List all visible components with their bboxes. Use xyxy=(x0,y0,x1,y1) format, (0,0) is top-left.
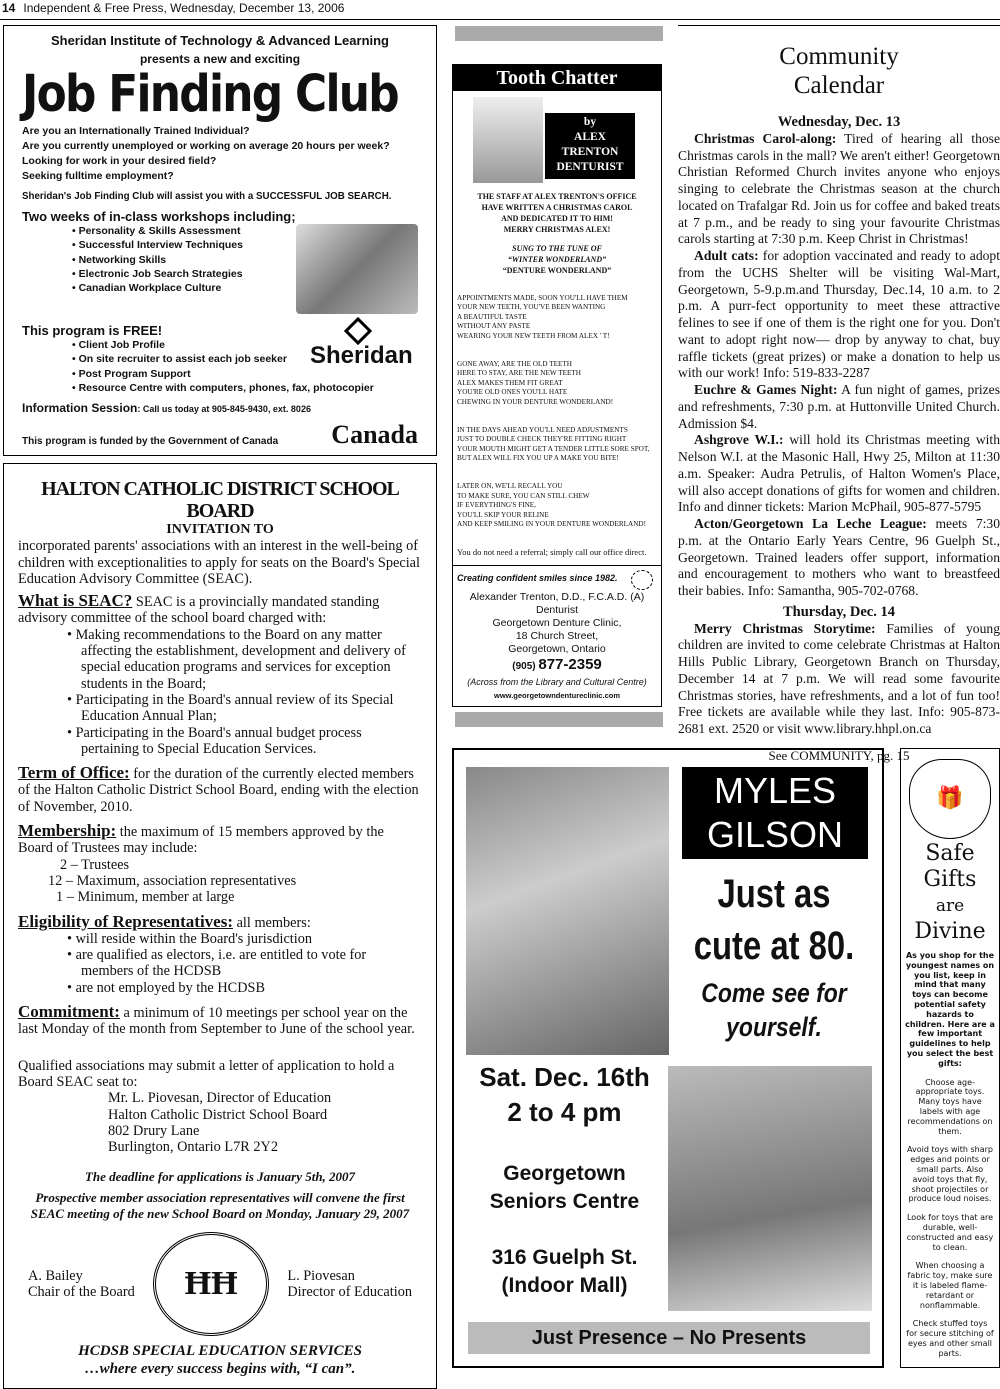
tip: Choose age-appropriate toys. Many toys have labels with age recommendations on them. xyxy=(907,1077,993,1136)
phone-number: 877-2359 xyxy=(538,656,602,673)
page-header xyxy=(0,0,1000,20)
safe-gifts-box xyxy=(900,748,1000,1368)
verse: APPOINTMENTS MADE, SOON YOU'LL HAVE THEM YOUR NEW TEETH, YOU'VE BEEN WANTING A BEAUTIFUL TASTE WITHOUT ANY PASTE WEARING YOUR NEW TEETH FROM ALEX ' T! xyxy=(457,293,628,340)
membership-text: the maximum of 15 members approved by the Board of Trustees may include: xyxy=(18,824,384,857)
board-seal-icon: ĦĦ xyxy=(153,1232,269,1336)
gift-cloud-icon: 🎁 xyxy=(909,759,991,839)
calendar-item xyxy=(678,131,1000,248)
intro-text: incorporated parents' associations with an interest in the well-being of children with exceptionalities to apply for seats on the Board's Special Education Advisory Committee (SEAC). xyxy=(18,538,420,587)
workshop-item: • Networking Skills xyxy=(72,253,418,267)
workshop-photo xyxy=(296,224,418,314)
ad-footer: Just Presence – No Presents xyxy=(468,1322,870,1354)
song-title: “DENTURE WONDERLAND” xyxy=(502,266,612,275)
tip: Look for toys that are durable, well-constructed and easy to clean. xyxy=(906,1213,994,1252)
eligibility-item: • are qualified as electors, i.e. are entitled to vote for members of the HCDSB xyxy=(63,947,422,980)
commitment-text: a minimum of 10 meetings per school year on the last Monday of the month from September to June of the school year. xyxy=(18,1005,415,1038)
question: Are you an Internationally Trained Individual? xyxy=(22,125,250,137)
tooth-chatter-ad xyxy=(452,64,662,707)
membership-heading: Membership: xyxy=(18,821,117,841)
title-word: Divine xyxy=(914,919,986,944)
tip: When choosing a fabric toy, make sure it is labeled flame-retardant or nonflammable. xyxy=(907,1261,993,1310)
address-line: 802 Drury Lane xyxy=(108,1122,200,1139)
address-line: Halton Catholic District School Board xyxy=(108,1106,328,1123)
tune-line: “WINTER WONDERLAND” xyxy=(507,255,607,264)
myles-gilson-ad xyxy=(452,748,884,1368)
event-address: (Indoor Mall) xyxy=(501,1274,628,1297)
title-word: are xyxy=(935,896,965,916)
invitation-heading: INVITATION TO xyxy=(166,522,274,537)
free-item: • Client Job Profile xyxy=(72,338,418,352)
venue: Georgetown xyxy=(503,1162,626,1185)
ad-subline: presents a new and exciting xyxy=(139,52,301,66)
intro-line: HAVE WRITTEN A CHRISTMAS CAROL xyxy=(481,203,633,212)
workshop-item: • Electronic Job Search Strategies xyxy=(72,267,418,281)
calendar-item xyxy=(678,432,1000,516)
seac-item: • Participating in the Board's annual budget process pertaining to Special Education Services. xyxy=(63,725,422,758)
item-text: Tired of hearing all those Christmas carols in the mall? We aren't either! Georgetown Christian Reformed Church invites anyone who enjoys singing to celebrate the Christmas season at the church located on Trafalgar Rd. Join us for coffee and baked treats at 7 p.m., and be ready to sing your favourite Christmas carols starting at 7:30 p.m. Keep Christ in Christmas! xyxy=(678,130,1000,247)
name-line: GILSON xyxy=(706,814,844,855)
ad-org: Sheridan Institute of Technology & Advanced Learning xyxy=(50,33,390,48)
byline-line: by xyxy=(583,116,597,128)
sheridan-ad xyxy=(3,25,437,456)
community-calendar xyxy=(678,25,1000,765)
seac-text: SEAC is a provincially mandated standing advisory committee of the school board charged with: xyxy=(18,594,380,627)
contact-line: Denturist xyxy=(535,604,578,616)
item-heading: Euchre & Games Night: xyxy=(694,382,838,397)
contact-line: 18 Church Street, xyxy=(515,630,599,642)
calendar-title: Community xyxy=(779,43,899,70)
tip: Avoid toys with sharp edges and points or small parts. Also avoid toys that fly, shoot projectiles or produce loud noises. xyxy=(907,1145,993,1204)
denturist-photo xyxy=(473,97,543,183)
free-heading: This program is FREE! xyxy=(22,323,163,338)
title-word: Safe xyxy=(925,841,975,866)
commitment-heading: Commitment: xyxy=(18,1002,120,1022)
name-line: MYLES xyxy=(713,770,837,811)
item-heading: Acton/Georgetown La Leche League: xyxy=(694,516,927,531)
calendar-item xyxy=(678,248,1000,382)
headline: Just as xyxy=(717,872,831,916)
term-heading: Term of Office: xyxy=(18,763,130,783)
venue: Seniors Centre xyxy=(489,1190,640,1213)
byline-line: DENTURIST xyxy=(556,161,624,173)
event-date: Sat. Dec. 16th xyxy=(479,1062,650,1092)
website[interactable]: www.georgetowndentureclinic.com xyxy=(494,691,620,700)
assist-text: Sheridan's Job Finding Club will assist you with a SUCCESSFUL JOB SEARCH. xyxy=(22,190,392,202)
eligibility-item: • will reside within the Board's jurisdiction xyxy=(63,931,422,947)
eligibility-item: • are not employed by the HCDSB xyxy=(63,980,422,996)
signer-role: Chair of the Board xyxy=(28,1284,135,1301)
address-line: Burlington, Ontario L7R 2Y2 xyxy=(108,1139,278,1156)
continued-link[interactable]: See COMMUNITY, pg. 15 xyxy=(768,747,910,763)
workshop-item: • Canadian Workplace Culture xyxy=(72,281,418,295)
signer-role: Director of Education xyxy=(287,1284,412,1301)
location-note: (Across from the Library and Cultural Centre) xyxy=(467,677,647,687)
convene-text: Prospective member association representatives will convene the first SEAC meeting of the new School Board on Monday, January 29, 2007 xyxy=(30,1189,410,1221)
funded-text: This program is funded by the Government of Canada xyxy=(22,436,279,448)
slogan: Creating confident smiles since 1982. xyxy=(457,573,618,583)
deadline-text: The deadline for applications is January 5th, 2007 xyxy=(84,1169,356,1185)
item-heading: Merry Christmas Storytime: xyxy=(694,620,876,636)
contact-line: Alexander Trenton, D.D., F.C.A.D. (A) xyxy=(469,591,645,603)
question: Are you currently unemployed or working on average 20 hours per week? xyxy=(22,140,390,152)
verse: LATER ON, WE'LL RECALL YOU TO MAKE SURE, YOU CAN STILL CHEW IF EVERYTHING'S FINE, YOU'LL SKIP YOUR RELINE AND KEEP SMILING IN YOUR DENTURE WONDERLAND! xyxy=(457,482,646,528)
free-item: • On site recruiter to assist each job seeker xyxy=(72,352,418,366)
info-label: Information Session xyxy=(22,401,138,416)
subhead: yourself. xyxy=(726,1012,822,1042)
divider-bar xyxy=(455,712,663,727)
byline-line: TRENTON xyxy=(561,146,619,158)
calendar-title: Calendar xyxy=(793,72,885,99)
event-address: 316 Guelph St. xyxy=(491,1246,638,1269)
contact-line: Georgetown Denture Clinic, xyxy=(492,617,622,629)
info-text: : Call us today at 905-845-9430, ext. 8026 xyxy=(137,404,311,415)
headline: cute at 80. xyxy=(693,924,855,968)
item-heading: Adult cats: xyxy=(694,248,759,263)
free-item: • Post Program Support xyxy=(72,367,418,381)
workshops-heading: Two weeks of in-class workshops including; xyxy=(22,209,296,224)
item-text: A fun night of games, prizes and refreshments, 7:30 p.m. at Huttonville United Church. Admission $4. xyxy=(678,382,1000,431)
sheridan-logo-block xyxy=(306,318,418,370)
address-line: Mr. L. Piovesan, Director of Education xyxy=(108,1090,332,1107)
verse: GONE AWAY, ARE THE OLD TEETH HERE TO STAY, ARE THE NEW TEETH ALEX MAKES THEM FIT GREAT YOU'RE OLD ONES YOU'LL HATE CHEWING IN YOUR DENTURE WONDERLAND! xyxy=(457,359,614,406)
item-text: meets 7:30 p.m. at the Ontario Early Years Centre, 96 Guelph St., Georgetown. Trained leaders offer support, information and encouragement to mothers who want to breastfeed their babies. Info: Samantha, 905-702-0768. xyxy=(678,516,1000,598)
intro-text: As you shop for the youngest names on you list, keep in mind that many toys can become potential safety hazards to children. Here are a few important guidelines to help you select the best gifts: xyxy=(905,951,995,1068)
intro-line: AND DEDICATED IT TO HIM! xyxy=(501,214,613,223)
tune-line: SUNG TO THE TUNE OF xyxy=(512,244,602,253)
ad-title: Job Finding Club xyxy=(22,65,398,124)
intro-line: MERRY CHRISTMAS ALEX! xyxy=(503,225,611,234)
senior-photo xyxy=(668,1066,872,1311)
item-text: will hold its Christmas meeting with Nelson W.I. at the Masonic Hall, Hwy 25, Milton at 11:30 a.m. Speaker: Audra Petrulis, of Halton Women's Place, will also accept donations of gifts for women and children. Info and dinner tickets: Marion McPhail, 905-877-5795 xyxy=(678,432,1000,515)
item-text: for adoption vaccinated and ready to adopt from the UCHS Shelter will be visiting Wal-Mart, Georgetown, 5-9.p.m.and Thursday, Dec.14, 10 a.m. to 2 p.m. A purr-fect opportunity to meet these attractive felines to see if one of them is the right one for you. Don't want to adopt right now— drop by anyway to chat, buy raffle tickets (great prizes) or make a donation to help us with our work! Info: 519-833-2287 xyxy=(678,248,1000,381)
membership-item: 12 – Maximum, association representatives xyxy=(48,872,297,889)
question: Looking for work in your desired field? xyxy=(22,155,217,167)
referral-note: You do not need a referral; simply call our office direct. xyxy=(457,547,647,557)
footer-title: HCDSB SPECIAL EDUCATION SERVICES xyxy=(78,1343,362,1360)
item-heading: Ashgrove W.I.: xyxy=(694,432,784,448)
phone-area: (905) xyxy=(512,661,539,672)
signer-name: L. Piovesan xyxy=(287,1267,355,1284)
subhead: Come see for xyxy=(701,978,847,1008)
child-photo xyxy=(466,767,669,1055)
canada-wordmark: Canada xyxy=(331,420,418,450)
event-time: 2 to 4 pm xyxy=(507,1097,622,1127)
halton-ad xyxy=(3,463,437,1389)
publication-line: Independent & Free Press, Wednesday, December 13, 2006 xyxy=(23,1,345,15)
sheridan-logo: Sheridan xyxy=(310,342,413,369)
page-number: 14 xyxy=(2,1,16,15)
item-text: Families of young children are invited to come celebrate Christmas at Halton Hills Public Library, Georgetown Branch on Thursday, December 14 at 7 p.m. We will read some favourite Christmas stories, have refreshments, and a lot of fun too! Free tickets are available while they last. Info: 905-873-2681 ext. 2520 or visit www.library.hhpl.on.ca xyxy=(678,620,1000,736)
tip: Check stuffed toys for secure stitching of eyes and other small parts. xyxy=(906,1319,994,1358)
calendar-item xyxy=(678,621,1000,738)
footer-slogan: …where every success begins with, “I can”. xyxy=(84,1361,356,1378)
free-item: • Resource Centre with computers, phones, fax, photocopier xyxy=(72,381,418,395)
title-word: Gifts xyxy=(923,867,977,892)
seac-heading: What is SEAC? xyxy=(18,591,133,611)
membership-item: 1 – Minimum, member at large xyxy=(56,889,235,906)
divider-bar xyxy=(455,26,663,41)
calendar-item xyxy=(678,516,1000,600)
column-title: Tooth Chatter xyxy=(453,65,661,91)
signer-name: A. Bailey xyxy=(28,1267,83,1284)
calendar-item xyxy=(678,382,1000,432)
apply-text: Qualified associations may submit a letter of application to hold a Board SEAC seat to: xyxy=(18,1057,395,1090)
item-heading: Christmas Carol-along: xyxy=(694,130,837,146)
contact-line: Georgetown, Ontario xyxy=(508,643,606,655)
day-heading: Thursday, Dec. 14 xyxy=(783,603,895,620)
intro-line: THE STAFF AT ALEX TRENTON'S OFFICE xyxy=(477,192,637,201)
workshop-item: • Successful Interview Techniques xyxy=(72,238,418,252)
smile-sun-icon xyxy=(631,570,653,590)
question: Seeking fulltime employment? xyxy=(22,170,174,182)
board-title: HALTON CATHOLIC DISTRICT SCHOOL BOARD xyxy=(41,478,399,522)
term-text: for the duration of the currently elected members of the Halton Catholic District School Board, ending with the election of November, 2010. xyxy=(18,766,419,815)
byline xyxy=(545,113,635,179)
sheridan-logo-icon xyxy=(344,317,372,345)
day-heading: Wednesday, Dec. 13 xyxy=(777,114,901,130)
seac-item: • Participating in the Board's annual review of its Special Education Annual Plan; xyxy=(63,692,422,725)
workshop-item: • Personality & Skills Assessment xyxy=(72,224,418,238)
eligibility-heading: Eligibility of Representatives: xyxy=(18,911,233,931)
byline-line: ALEX xyxy=(574,131,606,143)
verse: IN THE DAYS AHEAD YOU'LL NEED ADJUSTMENTS JUST TO DOUBLE CHECK THEY'RE FITTING RIGHT YOUR MOUTH MIGHT GET A TENDER LITTLE SORE SPOT, BUT ALEX WILL FIX YOU UP A MAKE YOU BITE! xyxy=(457,425,650,462)
eligibility-text: all members: xyxy=(233,914,311,931)
seac-item: • Making recommendations to the Board on any matter affecting the establishment, development and delivery of special education programs and services for exception students in the Board; xyxy=(63,627,422,692)
membership-item: 2 – Trustees xyxy=(60,856,130,873)
